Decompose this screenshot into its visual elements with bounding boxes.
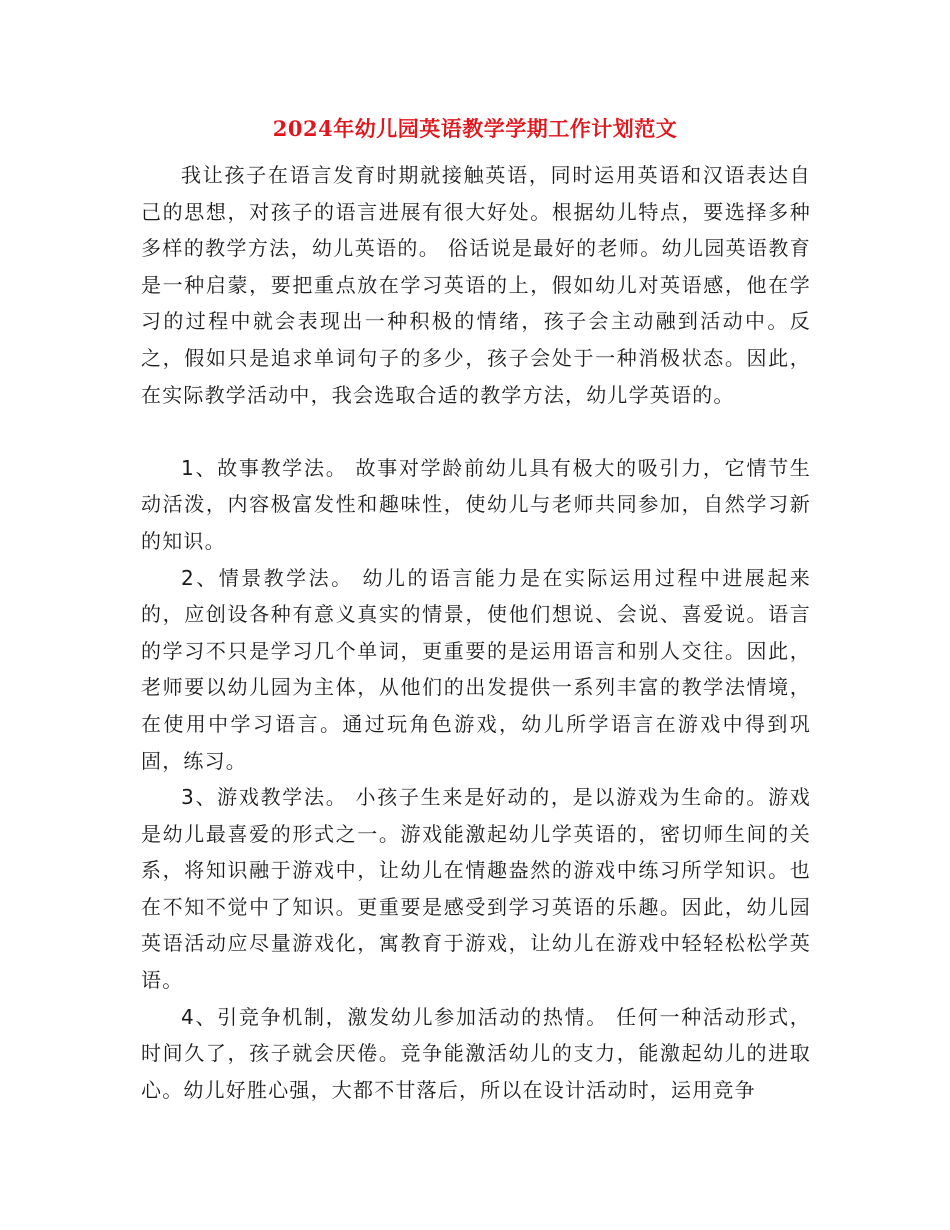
paragraph-spacer [141,413,811,450]
document-title: 2024年幼儿园英语教学学期工作计划范文 [272,116,678,141]
document-body [141,157,811,1108]
paragraph-story-method: 1、故事教学法。 故事对学龄前幼儿具有极大的吸引力，它情节生动活泼，内容极富发性和趣味性，使幼儿与老师共同参加，自然学习新的知识。 [141,455,811,553]
paragraph-intro: 我让孩子在语言发育时期就接触英语，同时运用英语和汉语表达自己的思想，对孩子的语言进展有很大好处。根据幼儿特点，要选择多种多样的教学方法，幼儿英语的。 俗话说是最好的老师。幼儿园英语教育是一种启蒙，要把重点放在学习英语的上，假如幼儿对英语感，他在学习的过程中就会表现出一种积极的情绪，孩子会主动融到活动中。反之，假如只是追求单词句子的多少，孩子会处于一种消极状态。因此，在实际教学活动中，我会选取合适的教学方法，幼儿学英语的。 [141,163,811,407]
paragraph-scenario-method: 2、情景教学法。 幼儿的语言能力是在实际运用过程中进展起来的，应创设各种有意义真实的情景，使他们想说、会说、喜爱说。语言的学习不只是学习几个单词，更重要的是运用语言和别人交往。因此，老师要以幼儿园为主体，从他们的出发提供一系列丰富的教学法情境，在使用中学习语言。通过玩角色游戏，幼儿所学语言在游戏中得到巩固，练习。 [141,565,811,773]
paragraph-game-method: 3、游戏教学法。 小孩子生来是好动的，是以游戏为生命的。游戏是幼儿最喜爱的形式之一。游戏能激起幼儿学英语的，密切师生间的关系，将知识融于游戏中，让幼儿在情趣盎然的游戏中练习所学知识。也在不知不觉中了知识。更重要是感受到学习英语的乐趣。因此，幼儿园英语活动应尽量游戏化，寓教育于游戏，让幼儿在游戏中轻轻松松学英语。 [141,785,811,993]
paragraph-competition-method: 4、引竞争机制，激发幼儿参加活动的热情。 任何一种活动形式，时间久了，孩子就会厌倦。竞争能激活幼儿的支力，能激起幼儿的进取心。幼儿好胜心强，大都不甘落后，所以在设计活动时，运用竞争 [141,1004,811,1102]
